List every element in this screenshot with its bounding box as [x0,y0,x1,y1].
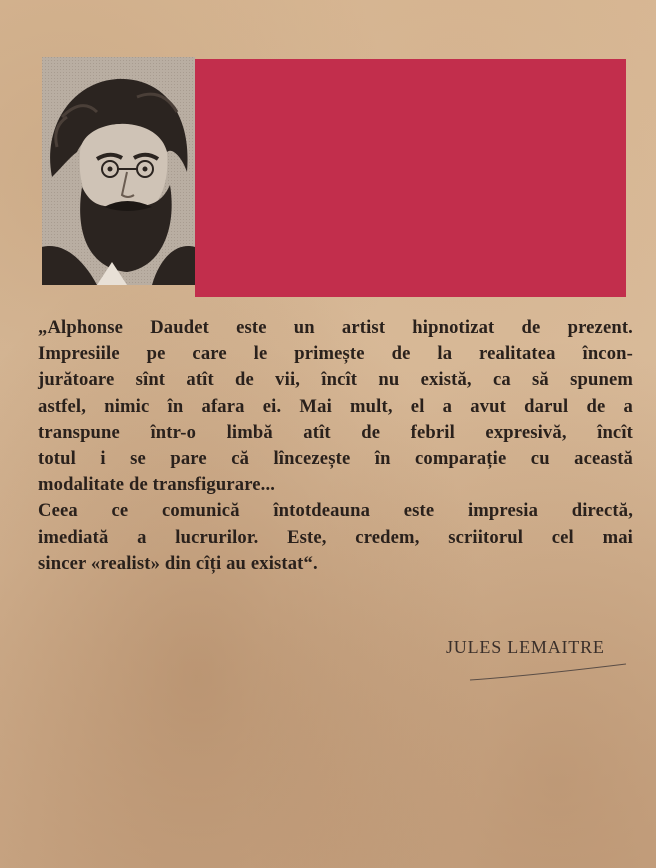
author-name: JULES LEMAITRE [446,637,605,657]
quote-line: jurătoare sînt atît de vii, încît nu există, ca să spunem [38,369,633,391]
quote-line: sincer «realist» din cîți au existat“. [38,552,318,574]
quote-line: imediată a lucrurilor. Este, credem, scriitorul cel mai [38,526,633,548]
red-color-block [195,59,626,297]
quote-line: transpune într-o limbă atît de febril expresivă, încît [38,421,633,443]
quote-line: „Alphonse Daudet este un artist hipnotizat de prezent. [38,317,633,338]
quote-line: Ceea ce comunică întotdeauna este impresia directă, [38,500,633,522]
author-portrait [42,57,195,285]
quote-line: astfel, nimic în afara ei. Mai mult, el a avut darul de a [38,395,633,417]
quote-line: Impresiile pe care le primește de la realitatea încon- [38,343,633,365]
quote-line: modalitate de transfigurare... [38,474,276,496]
quote-text [38,315,633,577]
signature-flourish [468,662,628,682]
quote-line: totul i se pare că lîncezește în comparație cu această [38,448,633,470]
portrait-image [42,57,195,285]
